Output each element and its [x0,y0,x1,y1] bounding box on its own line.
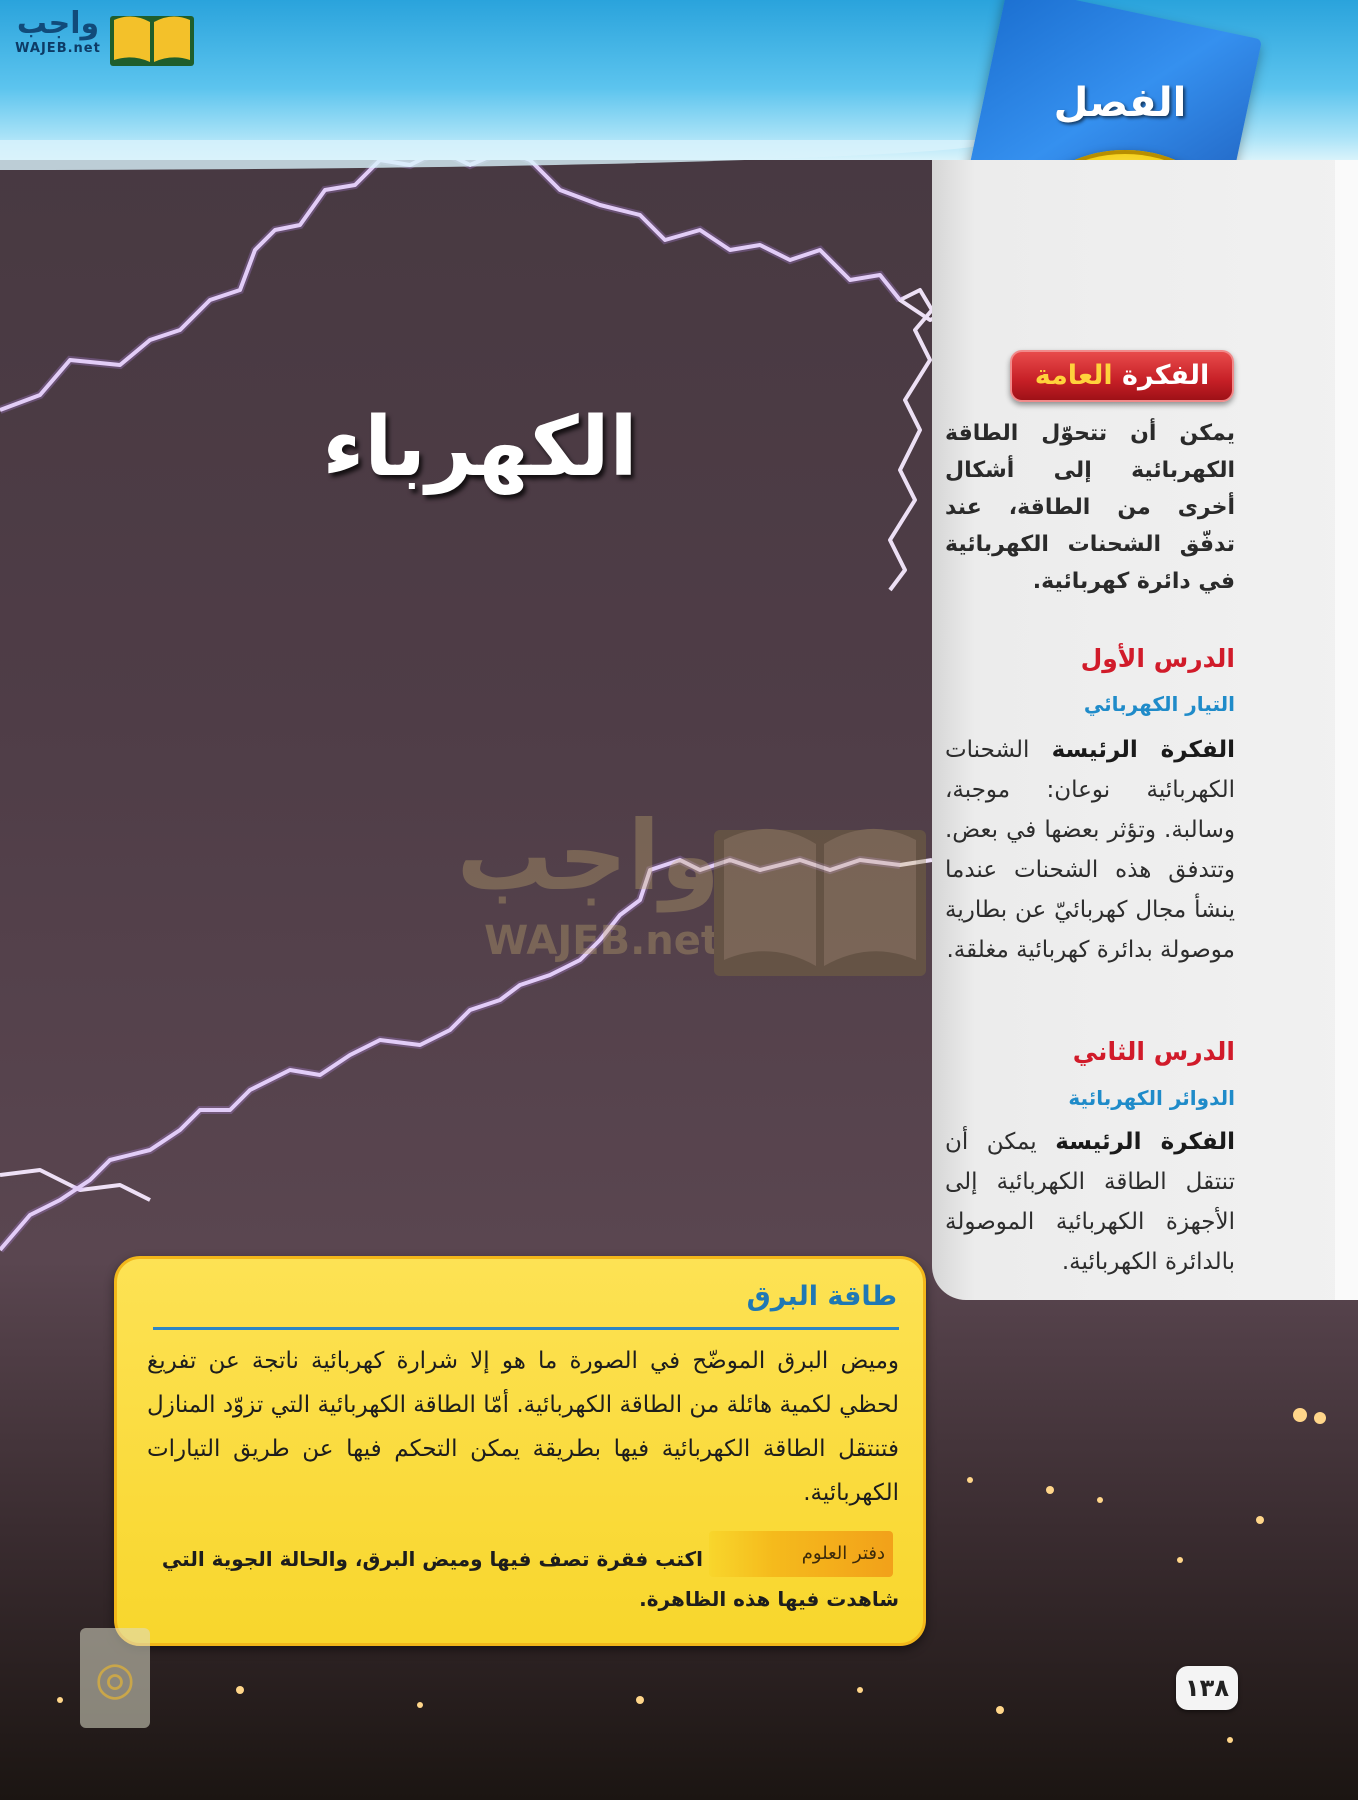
science-notebook-prompt-line1: اكتب فقرة تصف فيها وميض البرق، والحالة الجوية التي [161,1547,703,1571]
lesson-1-main-idea [945,730,1235,970]
wajeb-logo-text [10,6,106,56]
page-number: ١٣٨ [1185,1674,1229,1702]
lesson-2-main-idea-text: يمكن أن تنتقل الطاقة الكهربائية إلى الأجهزة الكهربائية الموصولة بالدائرة الكهربائية. [945,1129,1235,1275]
wajeb-watermark [430,800,950,980]
science-notebook-tag [709,1531,893,1577]
lightning-energy-box [114,1256,926,1646]
lesson-1-subtitle: التيار الكهربائي [1083,692,1235,716]
info-box-divider [153,1327,899,1330]
lesson-1-heading: الدرس الأول [1080,644,1235,673]
publisher-logo-icon: ◎ [94,1651,136,1705]
info-box-body: وميض البرق الموضّح في الصورة ما هو إلا شرارة كهربائية ناتجة عن تفريغ لحظي لكمية هائلة من الطاقة الكهربائية. أمّا الطاقة الكهربائية التي تزوّد المنازل فتنتقل الطاقة الكهربائية فيها بطريقة يمكن التحكم فيها عن طريق التيارات الكهربائية. [147,1348,899,1506]
lightning-bolt-upper [0,150,932,590]
watermark-book-icon [710,810,930,980]
lesson-2-heading: الدرس الثاني [1072,1037,1235,1066]
science-notebook-prompt-line2: شاهدت فيها هذه الظاهرة. [639,1587,899,1611]
sidebar-page-edge [1335,160,1358,1300]
watermark-arabic: واجب [456,800,720,912]
page-title: الكهرباء [322,400,638,495]
big-idea-label-word2: العامة [1034,360,1113,391]
wajeb-logo-arabic: واجب [16,6,100,41]
science-notebook-label: دفتر العلوم [801,1543,885,1564]
publisher-logo [80,1628,150,1728]
chapter-label: الفصل [1053,80,1187,126]
big-idea-text: يمكن أن تتحوّل الطاقة الكهربائية إلى أشكال أخرى من الطاقة، عند تدفّق الشحنات الكهربائية في دائرة كهربائية. [945,421,1235,594]
lesson-2-subtitle: الدوائر الكهربائية [1068,1086,1235,1110]
big-idea-badge [1010,350,1234,402]
wajeb-logo[interactable] [10,6,190,70]
info-box-title: طاقة البرق [746,1281,897,1312]
lesson-2-main-idea-label: الفكرة الرئيسة [1055,1129,1236,1155]
page-number-badge [1176,1666,1238,1710]
lightning-bolt-mid [0,1170,150,1200]
lesson-2-main-idea [945,1122,1235,1282]
big-idea-label-word1: الفكرة [1122,360,1210,391]
lesson-1-main-idea-text: الشحنات الكهربائية نوعان: موجبة، وسالبة. وتؤثر بعضها في بعض. وتتدفق هذه الشحنات عندما ينشأ مجال كهربائيّ عن بطارية موصولة بدائرة كهربائية مغلقة. [945,737,1235,963]
watermark-latin: WAJEB.net [484,918,720,964]
big-idea-label [1012,352,1232,400]
wajeb-logo-latin: WAJEB.net [15,41,101,56]
book-icon [108,10,196,68]
lesson-1-main-idea-label: الفكرة الرئيسة [1051,737,1236,763]
